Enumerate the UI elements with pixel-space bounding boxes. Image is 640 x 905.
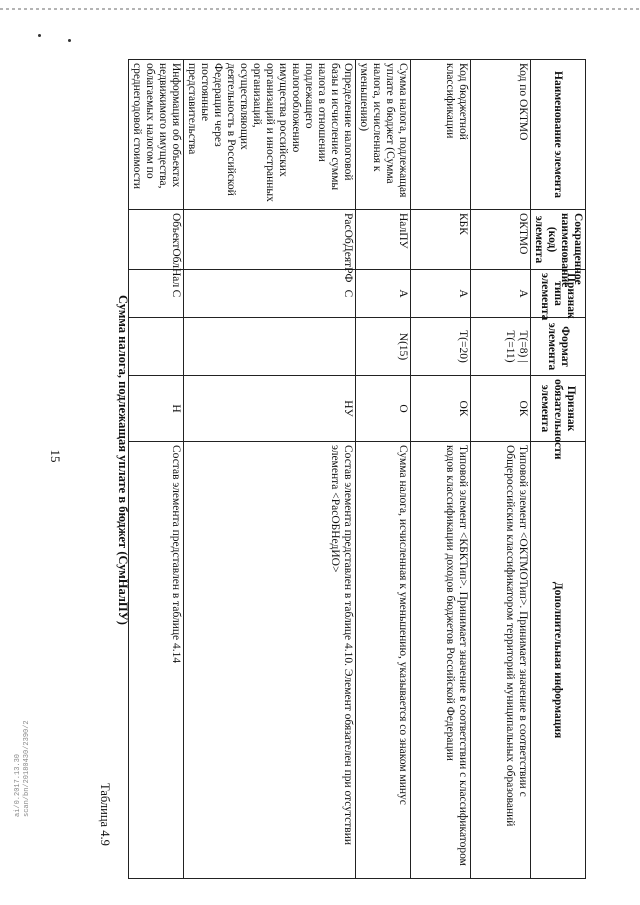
header-element-format: Формат элемента [531, 318, 586, 376]
table-row [184, 60, 356, 879]
cell-type: А [356, 270, 411, 318]
cell-code: НалПУ [356, 210, 411, 270]
cell-required: Н [129, 376, 184, 442]
cell-info: Состав элемента представлен в таблице 4.14 [129, 442, 184, 879]
cell-code: ОКТМО [471, 210, 531, 270]
cell-format: T(=8) | T(=11) [471, 318, 531, 376]
cell-required: НУ [184, 376, 356, 442]
cell-name: Код бюджетной классификации [411, 60, 471, 210]
cell-info: Состав элемента представлен в таблице 4.10. Элемент обязателен при отсутствии элемента <РасОБНедИО> [184, 442, 356, 879]
table-row [411, 60, 471, 879]
cell-type: С [129, 270, 184, 318]
cell-type: А [471, 270, 531, 318]
footnote-line: ai/0.2017.13.30 [14, 753, 22, 817]
cell-code: КБК [411, 210, 471, 270]
table-row [356, 60, 411, 879]
table-row [129, 60, 184, 879]
cell-name: Сумма налога, подлежащая уплате в бюджет (Сумма налога, исчисленная к уменьшению) [356, 60, 411, 210]
cell-format: T(=20) [411, 318, 471, 376]
cell-name: Код по ОКТМО [471, 60, 531, 210]
header-additional-info: Дополнительная информация [531, 442, 586, 879]
cell-name: Информация об объектах недвижимого имущества, облагаемых налогом по среднегодовой стоимости [129, 60, 184, 210]
cell-type: С [184, 270, 356, 318]
requirements-table [128, 59, 586, 879]
cell-format [129, 318, 184, 376]
cell-required: ОК [471, 376, 531, 442]
table-row [471, 60, 531, 879]
cell-format: N(15) [356, 318, 411, 376]
header-element-code: Сокращенное наименование (код) элемента [531, 210, 586, 270]
cell-required: О [356, 376, 411, 442]
header-element-type: Признак типа элемента [531, 270, 586, 318]
cell-required: ОК [411, 376, 471, 442]
cell-format [184, 318, 356, 376]
table-label: Таблица 4.9 [98, 783, 112, 846]
header-element-required: Признак обязательности элемента [531, 376, 586, 442]
cell-info: Сумма налога, исчисленная к уменьшению, указывается со знаком минус [356, 442, 411, 879]
cell-type: А [411, 270, 471, 318]
cell-code: ОбъектОблНал [129, 210, 184, 270]
table-title: Сумма налога, подлежащая уплате в бюджет (СумНалПУ) [116, 295, 130, 625]
header-element-name: Наименование элемента [531, 60, 586, 210]
cell-info: Типовой элемент <ОКТМОТип>. Принимает значение в соответствии с Общероссийским классификатором территорий муниципальных образований [471, 442, 531, 879]
cell-code: РасОбДеятРФ [184, 210, 356, 270]
footnote-line: scan/bn/20180430/2390/2 [23, 720, 31, 817]
page-number: 15 [48, 449, 63, 463]
table-header-row [531, 60, 586, 879]
cell-info: Типовой элемент <КБКТип>. Принимает значение в соответствии с классификатором кодов классификации доходов бюджетов Российской Федерации [411, 442, 471, 879]
cell-name: Определение налоговой базы и исчисление суммы налога в отношении подлежащего налогообложению имущества российских организаций и иностранных организаций, осуществляющих деятельность в Российской Федерации через постоянные представительства [184, 60, 356, 210]
